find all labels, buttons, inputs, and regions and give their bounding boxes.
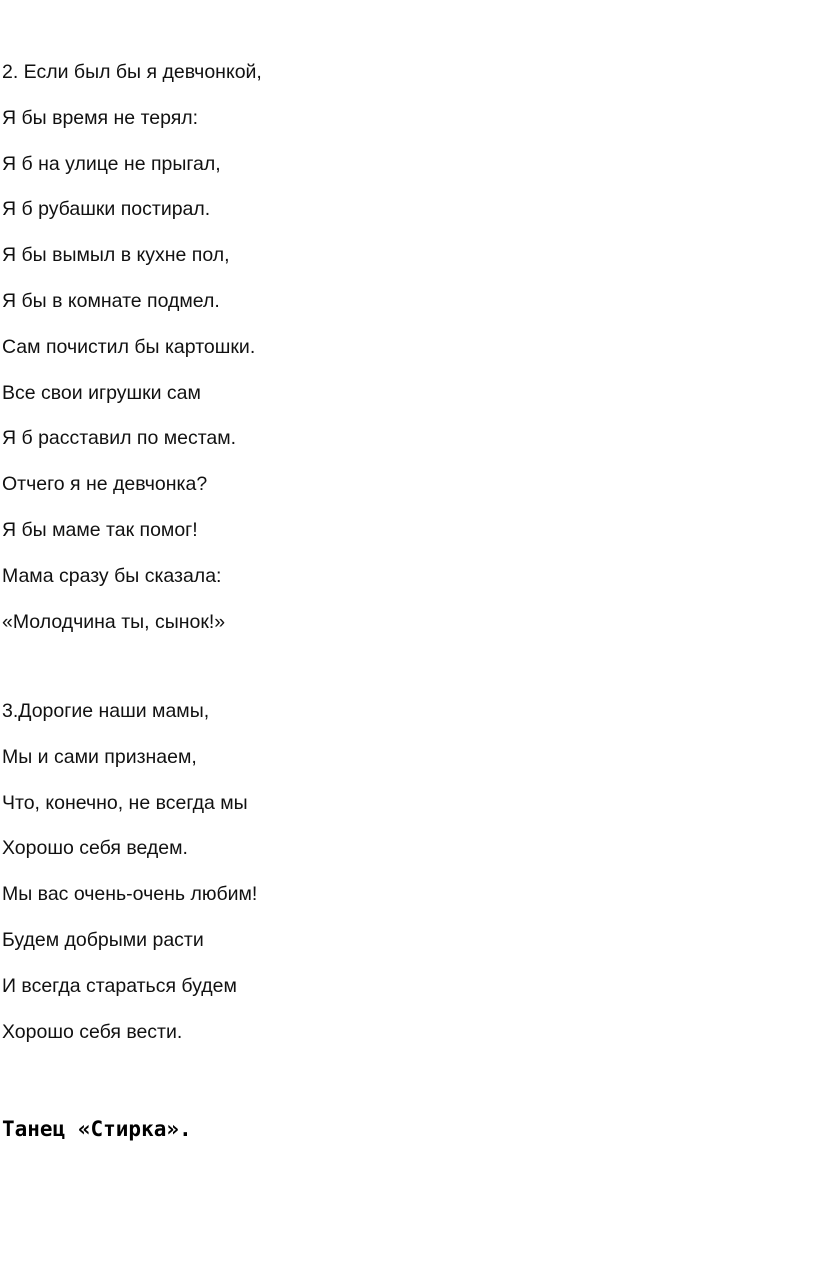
poem-line: Я б расставил по местам. [2, 427, 237, 450]
poem-line: Мама сразу бы сказала: [2, 564, 222, 587]
poem-line: Хорошо себя вести. [2, 1020, 183, 1043]
section-heading: Танец «Стирка». [2, 1117, 192, 1141]
poem-line: Отчего я не девчонка? [2, 473, 208, 496]
poem-line: Что, конечно, не всегда мы [2, 791, 248, 814]
poem-line: Я бы время не терял: [2, 106, 199, 129]
poem-stanza-3 [2, 700, 257, 1066]
poem-line: Все свои игрушки сам [2, 381, 201, 404]
poem-line: Хорошо себя ведем. [2, 837, 188, 860]
poem-line: Будем добрыми расти [2, 928, 204, 951]
poem-line: И всегда стараться будем [2, 974, 237, 997]
poem-line: Я б рубашки постирал. [2, 198, 211, 221]
poem-line: Мы вас очень-очень любим! [2, 883, 258, 906]
poem-line: Мы и сами признаем, [2, 745, 197, 768]
poem-line: Я бы маме так помог! [2, 518, 198, 541]
poem-stanza-2 [2, 61, 262, 656]
poem-line: Я бы вымыл в кухне пол, [2, 244, 230, 267]
poem-line: Я бы в комнате подмел. [2, 289, 220, 312]
poem-line: 3.Дорогие наши мамы, [2, 700, 210, 722]
poem-line: «Молодчина ты, сынок!» [2, 610, 226, 633]
poem-line: Я б на улице не прыгал, [2, 152, 221, 175]
poem-line: Сам почистил бы картошки. [2, 335, 256, 358]
poem-line: 2. Если был бы я девчонкой, [2, 61, 262, 83]
